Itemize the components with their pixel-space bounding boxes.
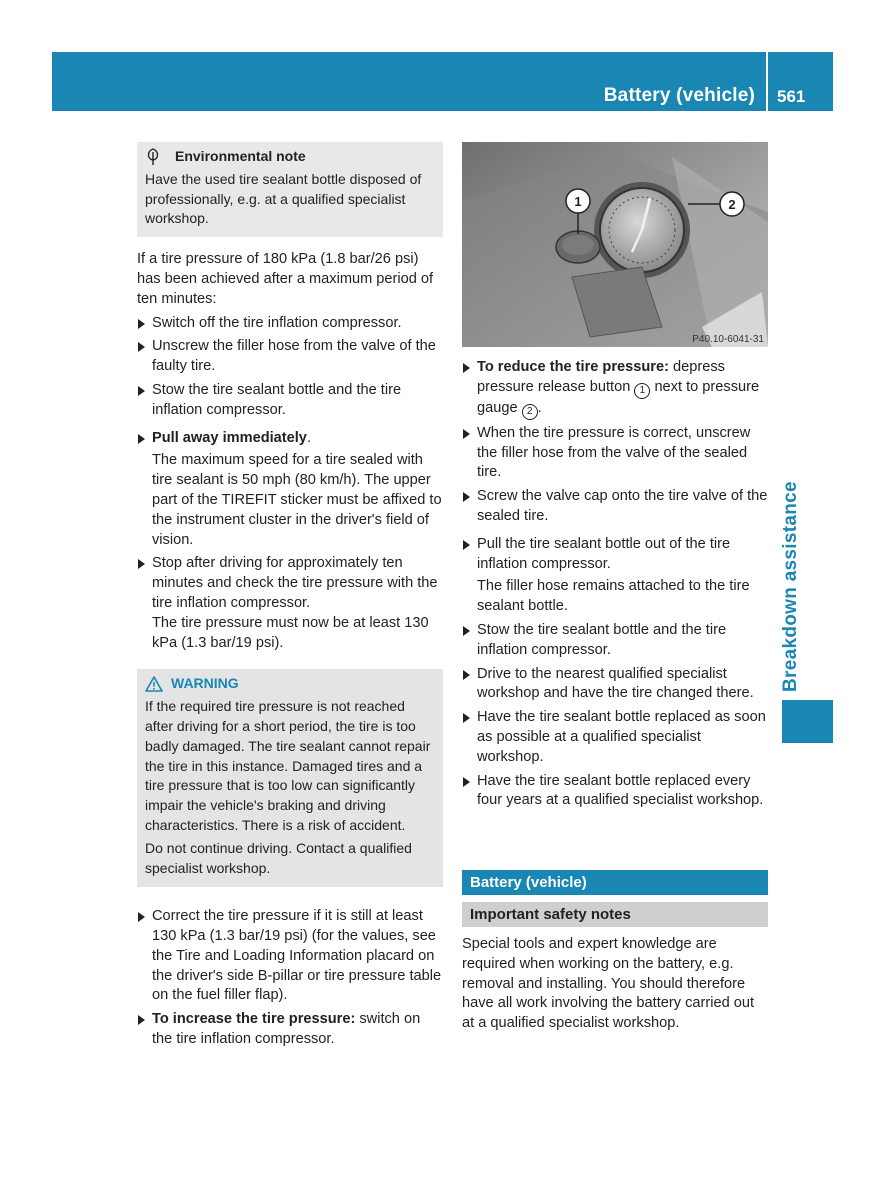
step-rest: depress pressure release button	[477, 359, 725, 395]
pressure-gauge-photo	[462, 142, 768, 347]
step-rest: switch on the tire inflation compressor.	[152, 1011, 421, 1048]
step-item: Stow the tire sealant bottle and the tire inflation compressor.	[137, 381, 443, 421]
section-heading: Battery (vehicle)	[462, 870, 768, 895]
header-divider	[766, 52, 768, 111]
environmental-note-title: Environmental note	[175, 148, 306, 164]
left-column	[137, 142, 443, 1054]
warning-triangle-icon	[145, 676, 163, 692]
step-item: Screw the valve cap onto the tire valve of the sealed tire.	[462, 487, 768, 527]
side-chapter-tab	[782, 700, 833, 743]
step-rest: next to pressure gauge	[477, 378, 760, 416]
warning-title: WARNING	[171, 675, 239, 692]
figure-code: P40.10-6041-31	[692, 334, 764, 345]
step-rest: .	[306, 429, 311, 446]
side-chapter-text: Breakdown assistance	[780, 481, 801, 692]
step-text: Pull the tire sealant bottle out of the tire inflation compressor.	[477, 535, 731, 572]
right-column	[462, 358, 768, 815]
callout-1: 1	[574, 194, 582, 209]
step-item-pull-out	[462, 535, 768, 617]
warning-text-2: Do not continue driving. Contact a qualified specialist workshop.	[145, 839, 412, 876]
step-subtext: The tire pressure must now be at least 130 kPa (1.3 bar/19 psi).	[152, 614, 429, 651]
environmental-note	[137, 142, 443, 237]
callout-ref-2: 2	[522, 404, 538, 420]
step-item-reduce	[462, 358, 768, 420]
step-list-1	[137, 314, 443, 654]
warning-heading	[145, 674, 436, 694]
step-item: Stow the tire sealant bottle and the tire inflation compressor.	[462, 621, 768, 661]
step-bold-label: Pull away immediately	[152, 429, 307, 446]
step-rest: .	[537, 399, 542, 416]
step-bold-label: To reduce the tire pressure:	[477, 359, 669, 375]
step-item-stop	[137, 554, 443, 653]
step-item: Unscrew the filler hose from the valve of the faulty tire.	[137, 337, 443, 377]
step-item: Drive to the nearest qualified specialist workshop and have the tire changed there.	[462, 665, 768, 705]
environmental-note-heading	[145, 147, 436, 167]
subsection-heading: Important safety notes	[462, 902, 768, 927]
step-item: Have the tire sealant bottle replaced as soon as possible at a qualified specialist workshop.	[462, 708, 768, 767]
pressure-gauge-illustration	[462, 142, 768, 347]
side-chapter-label	[782, 460, 810, 696]
warning-text: If the required tire pressure is not reached after driving for a short period, the tire is too badly damaged. The tire sealant cannot repair the tire in this instance. Damaged tires and a tire pressure that is too low can significantly impair the vehicle's braking and driving characteristics. There is a risk of accident.	[145, 698, 431, 833]
callout-2: 2	[728, 197, 736, 212]
step-list-2	[137, 907, 443, 1050]
intro-paragraph: If a tire pressure of 180 kPa (1.8 bar/26 psi) has been achieved after a maximum period of ten minutes:	[137, 251, 434, 307]
step-subtext: The maximum speed for a tire sealed with tire sealant is 50 mph (80 km/h). The upper part of the TIREFIT sticker must be affixed to the instrument cluster in the driver's field of vision.	[152, 452, 442, 548]
page-title: Battery (vehicle)	[603, 85, 755, 106]
callout-ref-1: 1	[634, 383, 650, 399]
step-item-increase	[137, 1010, 443, 1050]
step-text: Stop after driving for approximately ten minutes and check the tire pressure with the tire inflation compressor.	[152, 555, 438, 611]
step-item: Have the tire sealant bottle replaced every four years at a qualified specialist workshop.	[462, 772, 768, 812]
step-item: Correct the tire pressure if it is still at least 130 kPa (1.3 bar/19 psi) (for the values, see the Tire and Loading Information placard on the driver's side B-pillar or tire pressure table on the fuel filler flap).	[137, 907, 443, 1006]
page-number: 561	[777, 87, 806, 106]
environmental-note-text: Have the used tire sealant bottle disposed of professionally, e.g. at a qualified specialist workshop.	[145, 170, 422, 227]
header-bar	[52, 52, 833, 111]
step-subtext: The filler hose remains attached to the tire sealant bottle.	[477, 578, 750, 615]
leaf-icon	[145, 148, 161, 166]
step-bold-label: To increase the tire pressure:	[152, 1011, 356, 1028]
step-list-3	[462, 358, 768, 811]
step-item-pull-away	[137, 429, 443, 551]
step-item: Switch off the tire inflation compressor.	[137, 314, 443, 334]
warning-box	[137, 669, 443, 887]
section-paragraph: Special tools and expert knowledge are required when working on the battery, e.g. removal and installing. You should therefore have all work involving the battery carried out at a qualified specialist workshop.	[462, 936, 755, 1032]
step-item: When the tire pressure is correct, unscrew the filler hose from the valve of the sealed tire.	[462, 424, 768, 483]
